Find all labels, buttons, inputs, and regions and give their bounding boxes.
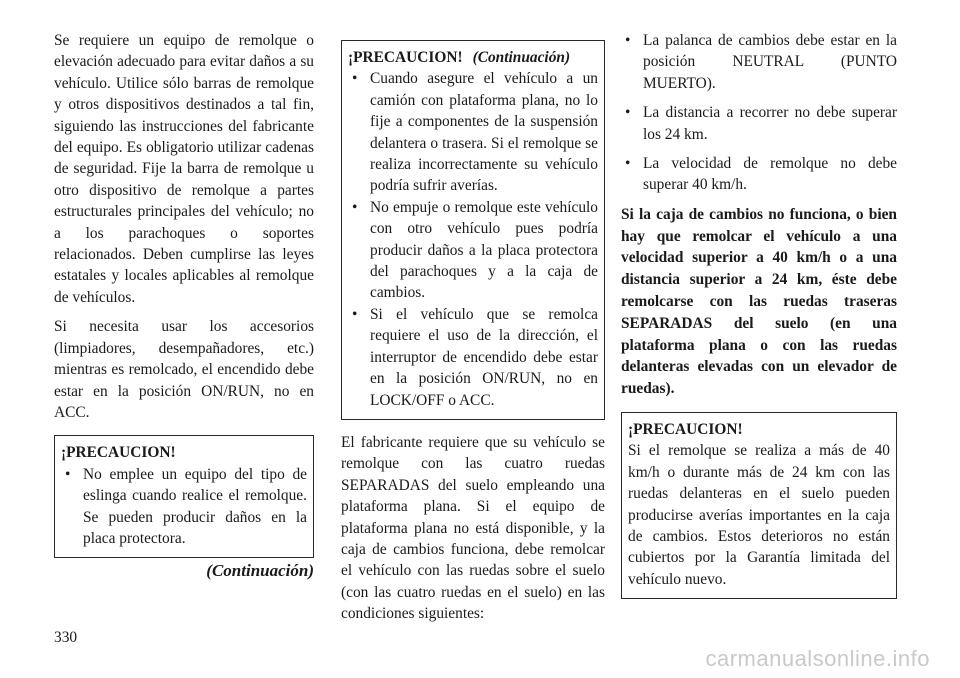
towing-equipment-paragraph: Se requiere un equipo de remolque o elevación adecuado para evitar daños a su vehículo. Utilice sólo barras de remolque y otros dispositivos destinados a tal fin, siguiendo las instrucciones del fabricante del equipo. Es obligatorio utilizar cadenas de seguridad. Fije la barra de remolque u otro dispositivo de remolque a partes estructurales principales del vehículo; no a los parachoques o soportes relacionados. Deben cumplirse las leyes estatales y locales aplicables al remolque de vehículos. — [54, 32, 314, 306]
caution-item: • Cuando asegure el vehículo a un camión con plataforma plana, no lo fije a componentes de la suspensión delantera o trasera. Si el remolque se realiza incorrectamente su vehículo podría sufrir averías. — [348, 68, 598, 196]
accessories-paragraph: Si necesita usar los accesorios (limpiadores, desempañadores, etc.) mientras es remolcado, el encendido debe estar en la posición ON/RUN, no en ACC. — [54, 318, 314, 421]
caution-item: • No emplee un equipo del tipo de eslinga cuando realice el remolque. Se pueden producir daños en la placa protectora. — [61, 464, 307, 550]
flatbed-paragraph: El fabricante requiere que su vehículo se remolque con las cuatro ruedas SEPARADAS del suelo empleando una plataforma plana. Si el equipo de plataforma plana no está disponible, y la caja de cambios funciona, debe remolcar el vehículo con las ruedas sobre el suelo (con las cuatro ruedas en el suelo) en las condiciones siguientes: — [341, 433, 605, 623]
column-middle — [341, 40, 605, 633]
column-right — [621, 30, 897, 599]
caution-title: ¡PRECAUCION! — [628, 421, 743, 439]
caution-box-sling — [54, 435, 314, 558]
caution-box-speed — [621, 412, 897, 599]
caution-title: ¡PRECAUCION! — [61, 444, 176, 462]
continued-label: (Continuación) — [206, 561, 314, 581]
condition-item: • La palanca de cambios debe estar en la posición NEUTRAL (PUNTO MUERTO). — [621, 30, 897, 94]
condition-item: • La distancia a recorrer no debe superar los 24 km. — [621, 102, 897, 145]
transmission-warning-paragraph: Si la caja de cambios no funciona, o bien hay que remolcar el vehículo a una velocidad superior a 40 km/h o a una distancia superior a 24 km, éste debe remolcarse con las ruedas traseras SEPARADAS del suelo (en una plataforma plana o con las ruedas delanteras elevadas con un elevador de ruedas). — [621, 205, 897, 398]
caution-text: Si el remolque se realiza a más de 40 km/h o durante más de 24 km con las ruedas delanteras en el suelo pueden producirse averías importantes en la caja de cambios. Estos deterioros no están cubiertos por la Garantía limitada del vehículo nuevo. — [628, 442, 890, 588]
caution-continued-label: (Continuación) — [472, 49, 571, 66]
caution-list — [61, 464, 307, 550]
page-number: 330 — [54, 629, 78, 646]
caution-item: • Si el vehículo que se remolca requiere el uso de la dirección, el interruptor de encendido debe estar en la posición ON/RUN, no en LOCK/OFF o ACC. — [348, 304, 598, 411]
towing-conditions-list — [621, 30, 897, 196]
caution-title — [348, 47, 598, 68]
condition-item: • La velocidad de remolque no debe superar 40 km/h. — [621, 153, 897, 196]
caution-box-continued — [341, 40, 605, 420]
column-left — [54, 30, 314, 582]
watermark-text: carmanualsonline.info — [705, 646, 930, 671]
caution-list — [348, 68, 598, 411]
caution-item: • No empuje o remolque este vehículo con otro vehículo pues podría producir daños a la placa protectora del parachoques y a la caja de cambios. — [348, 197, 598, 304]
caution-title-text: ¡PRECAUCION! — [348, 49, 463, 66]
